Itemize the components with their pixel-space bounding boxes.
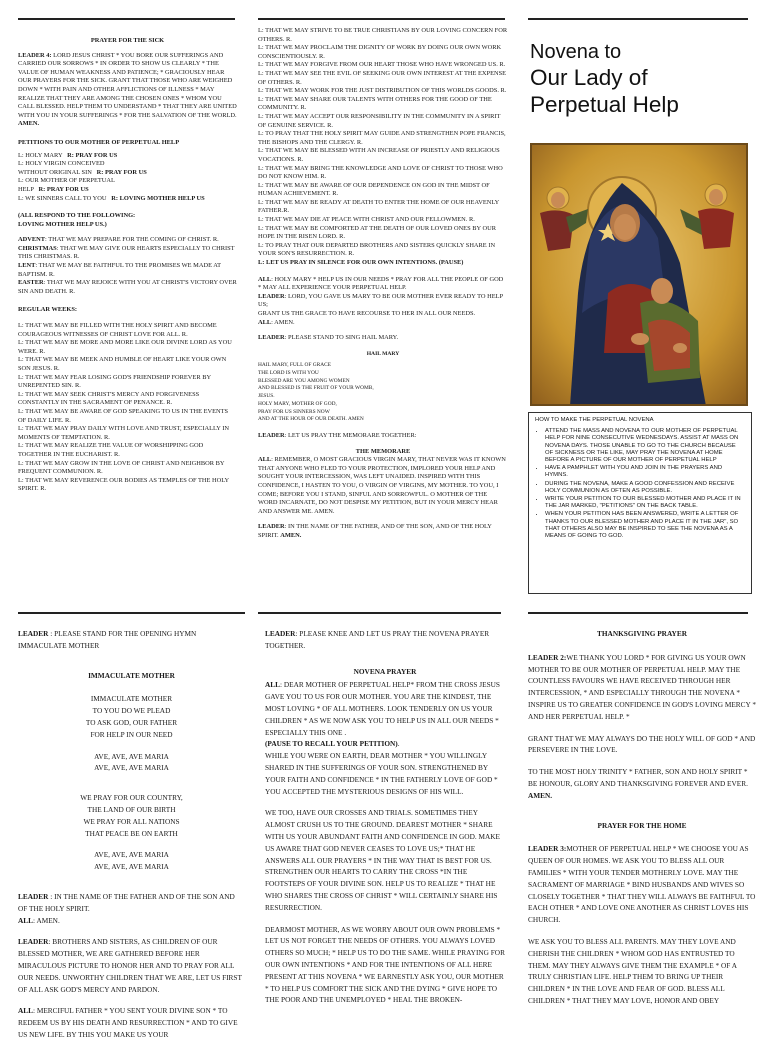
petition-line: L: TO PRAY THAT OUR DEPARTED BROTHERS AND SISTERS QUICKLY SHARE IN YOUR SON'S RESURRECTION. R. [258,241,496,258]
hymn-refrain: AVE, AVE, AVE MARIA AVE, AVE, AVE MARIA [94,850,169,872]
petition-line: L: THAT WE MAY SEE THE EVIL OF SEEKING OUR OWN INTEREST AT THE EXPENSE OF OTHERS. R. [258,69,507,86]
memorare-text: ALL: REMEMBER, O MOST GRACIOUS VIRGIN MARY, THAT NEVER WAS IT KNOWN THAT ANYONE WHO FLED TO YOUR PROTECTION, IMPLORED YOUR HELP AND SOUGHT YOUR INTERCESSION, WAS LEFT UNAIDED. INSPIRED WITH THIS CONFIDENCE, I HASTEN TO YOU, O VIRGIN OF VIRGINS, MY MOTHER. TO YOU, I COME; BEFORE YOU I STAND, SINFUL AND SORROWFUL. O MOTHER OF THE WORD INCARNATE, DO NOT DESPISE MY PETITION, BUT IN YOUR MERCY HEAR AND ANSWER ME. AMEN. [258,456,506,515]
petition-line: L: THAT WE MAY BE COMFORTED AT THE DEATH OF OUR LOVED ONES BY OUR HOPE IN THE RISEN LORD. R. [258,224,496,241]
hymn-refrain: AVE, AVE, AVE MARIA AVE, AVE, AVE MARIA [94,751,169,773]
home-prayer: LEADER 3:MOTHER OF PERPETUAL HELP * WE CHOOSE YOU AS QUEEN OF OUR HOMES. WE ASK YOU TO BLESS ALL OUR FAMILIES * WITH YOUR TENDER MOTHERLY LOVE. MAY THE SACRAMENT OF MARRIAGE * BIND HUSBANDS AND WIVES SO CLOSELY TOGETHER * THAT THEY WILL ALWAYS BE FAITHFUL TO EACH OTHER * AND LOVE ONE ANOTHER AS CHRIST LOVES HIS CHURCH. [528,844,756,925]
how-to-item: • HAVE A PAMPHLET WITH YOU AND JOIN IN THE PRAYERS AND HYMNS. [545,465,745,479]
petition-line: L: THAT WE MAY GROW IN THE LOVE OF CHRIST AND NEIGHBOR BY FREQUENT COMMUNION. R. [18,459,225,476]
petition-line: L: THAT WE MAY BE FILLED WITH THE HOLY SPIRIT AND BECOME COURAGEOUS WITNESSES OF CHRIST LOVE FOR ALL. R. [18,322,217,338]
hymn-verse: WE PRAY FOR OUR COUNTRY, THE LAND OF OUR BIRTH WE PRAY FOR ALL NATIONS THAT PEACE BE ON EARTH [80,793,183,838]
leader-instruction: LEADER : PLEASE STAND FOR THE OPENING HYMN IMMACULATE MOTHER [18,629,197,650]
petition-line: L: THAT WE MAY FORGIVE FROM OUR HEART THOSE WHO HAVE WRONGED US. R. [258,61,506,69]
hymn-verse: IMMACULATE MOTHER TO YOU DO WE PLEAD TO ASK GOD, OUR FATHER FOR HELP IN OUR NEED [85,694,178,739]
column-rule [528,612,748,614]
leader-prayer: LEADER: LORD, YOU GAVE US MARY TO BE OUR MOTHER EVER READY TO HELP US; [258,292,503,309]
leader-instruction: LEADER: LET US PRAY THE MEMORARE TOGETHER: [258,432,417,439]
thanksgiving-prayer: GRANT THAT WE MAY ALWAYS DO THE HOLY WILL OF GOD * AND PERSEVERE IN THE LOVE. [528,733,756,755]
sick-prayer-title: PRAYER FOR THE SICK [90,37,165,44]
regular-petitions [18,322,237,494]
cover-title-line: Novena to [530,41,622,63]
petition-line: L: THAT WE MAY BE READY AT DEATH TO ENTER THE HOME OF OUR HEAVENLY FATHER.R. [258,198,500,215]
petition-line: L: THAT WE MAY BE BLESSED WITH AN INCREASE OF PRIESTLY AND RELIGIOUS VOCATIONS. R. [258,147,500,163]
petition-line: L: THAT WE MAY PRAY DAILY WITH LOVE AND TRUST, ESPECIALLY IN MOMENTS OF TEMPTATION. R. [18,425,230,441]
icon-image [530,143,748,406]
column-rule [528,18,748,20]
home-prayer: WE ASK YOU TO BLESS ALL PARENTS. MAY THEY LOVE AND CHERISH THE CHILDREN * WHOM GOD HAS ENTRUSTED TO THEM. MAY THEY ALWAYS GIVE THEM THE EXAMPLE * OF A TRULY CHRISTIAN LIFE. HELP THEM TO BRING UP THEIR CHILDREN * IN THE LOVE AND FEAR OF GOD. BLESS ALL CHILDREN * THAT THEY MAY LOVE, HONOR AND OBEY [528,936,737,1005]
panel-opening-hymn [18,628,245,1039]
hail-mary-title: HAIL MARY [366,350,400,357]
silence-line: L: LET US PRAY IN SILENCE FOR OUR OWN INTENTIONS. (PAUSE) [258,259,464,267]
panel-novena-prayer [265,628,505,1024]
respond-instruction: (ALL RESPOND TO THE FOLLOWING: LOVING MOTHER HELP US.) [18,212,136,228]
novena-prayer-title: NOVENA PRAYER [353,666,417,676]
leader-instruction: LEADER: PLEASE KNEE AND LET US PRAY THE NOVENA PRAYER TOGETHER. [265,629,490,650]
petition-line: L: THAT WE MAY SHARE OUR TALENTS WITH OTHERS FOR THE GOOD OF THE COMMUNITY. R. [258,95,492,112]
sick-prayer-text: LEADER 4: LORD JESUS CHRIST * YOU BORE OUR SUFFERINGS AND CARRIED OUR SORROWS * IN ORDER TO SHOW US CLEARLY * THE VALUE OF HUMAN WEAKNESS AND PATIENCE; * GRACIOUSLY HEAR OUR PRAYERS FOR THE SICK. GRANT THAT THOSE WHO ARE WEIGHED DOWN * WITH PAIN AND OTHER AFFLICTIONS OF ILLNESS * MAY REALIZE THAT THEY ARE AMONG THE CHOSEN ONES * WHOM YOU CALL BLESSED. HELP THEM TO UNDERSTAND * THAT THEY ARE UNITED WITH YOU IN YOUR SUFFERINGS * FOR THE SALVATION OF THE WORLD. AMEN. [18,51,237,128]
hymn-title: IMMACULATE MOTHER [88,670,175,680]
column-rule [258,612,501,614]
how-to-item: • WRITE YOUR PETITION TO OUR BLESSED MOTHER AND PLACE IT IN THE JAR MARKED, "PETITIONS" ON THE BACK TABLE. [545,496,745,510]
petition-list: L: HOLY MARY R: PRAY FOR US L: HOLY VIRGIN CONCEIVED WITHOUT ORIGINAL SIN R: PRAY FOR US L: OUR MOTHER OF PERPETUAL HELP R: PRAY FOR US L: WE SINNERS CALL TO YOU R: LOVING MOTHER HELP US [18,151,205,202]
thanksgiving-prayer: LEADER 2:WE THANK YOU LORD * FOR GIVING US YOUR OWN MOTHER TO BE OUR MOTHER OF PERPETUAL HELP. MAY THE COUNTLESS FAVOURS WE HAVE RECEIVED THROUGH HER INTERCESSION, * AND ESPECIALLY THROUGH THE NOVENA * INSPIRE US TO GREATER CONFIDENCE IN GOD'S LOVING MERCY * AND HER PERPETUAL HELP. * [528,652,757,721]
petition-line: L: THAT WE MAY REVERENCE OUR BODIES AS TEMPLES OF THE HOLY SPIRIT. R. [18,476,229,493]
column-rule [258,18,505,20]
memorare-title: THE MEMORARE [355,447,411,455]
cover-title-line: Our Lady of [530,65,648,90]
closing-blessing: LEADER: IN THE NAME OF THE FATHER, AND OF THE SON, AND OF THE HOLY SPIRIT. AMEN. [258,523,492,539]
how-to-title: HOW TO MAKE THE PERPETUAL NOVENA [535,417,654,423]
petition-line: L: THAT WE MAY BRING THE KNOWLEDGE AND LOVE OF CHRIST TO THOSE WHO DO NOT KNOW HIM. R. [258,164,503,181]
novena-paragraph: DEARMOST MOTHER, AS WE WORRY ABOUT OUR OWN PROBLEMS * LET US NOT FORGET THE NEEDS OF OTHERS. YOU ALWAYS LOVED OTHERS SO MUCH; * HELP US TO DO THE SAME. WHILE PRAYING FOR OUR OWN INTENTIONS * AND FOR THE INTENTIONS OF ALL HERE PRESENT AT THIS NOVENA * WE EARNESTLY ASK YOU, OUR MOTHER * TO HELP US COMFORT THE SICK AND THE DYING * GIVE HOPE TO THE POOR AND THE UNEMPLOYED * HEAL THE BROKEN- [265,924,505,1005]
doxology: TO THE MOST HOLY TRINITY * FATHER, SON AND HOLY SPIRIT * BE HONOUR, GLORY AND THANKSGIVING FOREVER AND EVER. AMEN. [528,767,748,800]
column-rule [18,18,235,20]
petition-line: L: THAT WE MAY DIE AT PEACE WITH CHRIST AND OUR FELLOWMEN. R. [258,216,475,224]
thanksgiving-title: THANKSGIVING PRAYER [597,629,687,638]
all-prayer: ALL: HOLY MARY * HELP US IN OUR NEEDS * PRAY FOR ALL THE PEOPLE OF GOD * MAY ALL EXPERIENCE YOUR PERPETUAL HELP. [258,275,504,292]
madonna-icon [530,143,748,406]
hail-mary-text: HAIL MARY, FULL OF GRACE THE LORD IS WITH YOU BLESSED ARE YOU AMONG WOMEN AND BLESSED IS THE FRUIT OF YOUR WOMB, JESUS. HOLY MARY, MOTHER OF GOD, PRAY FOR US SINNERS NOW AND AT THE HOUR OF OUR DEATH. AMEN [258,362,374,423]
novena-paragraph: WE TOO, HAVE OUR CROSSES AND TRIALS. SOMETIMES THEY ALMOST CRUSH US TO THE GROUND. DEAREST MOTHER * SHARE WITH US YOUR ABUNDANT FAITH AND CONFIDENCE IN GOD. MAKE US AWARE THAT GOD NEVER CEASES TO LOVE US;* THAT HE ANSWERS ALL OUR PRAYERS * IN THE WAY THAT IS BEST FOR US. STRENGTHEN OUR HEARTS TO CARRY THE CROSS *IN THE FOOTSTEPS OF YOUR DIVINE SON. HELP US TO REALIZE * THAT HE WHO SHARES THE CROSS OF CHRIST * WILL CERTAINLY SHARE HIS RESURRECTION. [265,808,500,912]
panel-thanksgiving [528,628,756,1024]
leader-instruction: LEADER: PLEASE STAND TO SING HAIL MARY. [258,334,399,342]
petition-line: L: THAT WE MAY BE AWARE OF GOD SPEAKING TO US IN THE EVENTS OF DAILY LIFE. R. [18,407,229,424]
petition-line: L: THAT WE MAY PROCLAIM THE DIGNITY OF WORK BY DOING OUR OWN WORK CONSCIENTIOUSLY. R. [258,44,502,60]
cover-title-line: Perpetual Help [530,92,679,117]
petition-line: L: THAT WE MAY BE MEEK AND HUMBLE OF HEART LIKE YOUR OWN SON JESUS. R. [18,356,227,372]
how-to-item: • DURING THE NOVENA, MAKE A GOOD CONFESSION AND RECEIVE HOLY COMMUNION AS OFTEN AS POSSIBLE. [545,481,745,495]
petition-line: L: THAT WE MAY BE AWARE OF OUR DEPENDENCE ON GOD IN THE MIDST OF HUMAN ACHIEVEMENT. R. [258,181,490,198]
novena-prayer-intro: ALL: DEAR MOTHER OF PERPETUAL HELP* FROM THE CROSS JESUS GAVE YOU TO US FOR OUR MOTHER. YOU ARE THE KINDEST, THE MOST LOVING * OF ALL MOTHERS. LOOK TENDERLY ON US YOUR CHILDREN * AS WE NOW ASK YOU TO HELP US IN ALL OUR NEEDS * ESPECIALLY THIS ONE . [265,680,500,737]
how-to-box [528,412,752,594]
seasonal-petition: EASTER: THAT WE MAY REJOICE WITH YOU AT CHRIST'S VICTORY OVER SIN AND DEATH. R. [18,279,237,295]
seasonal-petition: LENT: THAT WE MAY BE FAITHFUL TO THE PROMISES WE MADE AT BAPTISM. R. [18,262,221,278]
petition-line: L: THAT WE MAY ACCEPT OUR RESPONSIBILITY IN THE COMMUNITY IN A SPIRIT OF GENUINE SERVICE. R. [258,112,501,129]
how-to-item: • ATTEND THE MASS AND NOVENA TO OUR MOTHER OF PERPETUAL HELP FOR NINE CONSECUTIVE WEDNESDAYS. ASSIST AT MASS ON NOVENA DAYS. THOSE UNABLE TO GO TO THE CHURCH BECAUSE OF SICKNESS OR THE LIKE, MAY PRAY THE NOVENA AT HOME BEFORE A PICTURE OF OUR MOTHER OF PERPETUAL HELP [545,428,745,464]
all-amen: ALL: AMEN. [258,318,295,326]
petition-line: L: THAT WE MAY SEEK CHRIST'S MERCY AND FORGIVENESS CONSTANTLY IN THE SACRAMENT OF PENANCE. R. [18,390,200,407]
petitions-title: PETITIONS TO OUR MOTHER OF PERPETUAL HELP [18,138,180,146]
cover-title-block [530,40,755,140]
pause-instruction: (PAUSE TO RECALL YOUR PETITION). [265,739,400,749]
panel-prayer-for-sick [18,37,237,582]
leader-intro: LEADER: BROTHERS AND SISTERS, AS CHILDREN OF OUR BLESSED MOTHER, WE ARE GATHERED BEFORE HER MIRACULOUS PICTURE TO HONOR HER AND TO PRAY FOR ALL OUR NEEDS. UNWORTHY CHILDREN THAT WE ARE, LET US FIRST OF ALL ASK GOD'S MERCY AND PARDON. [18,937,242,994]
regular-weeks-title: REGULAR WEEKS: [18,306,78,314]
petition-lines [258,27,508,268]
how-to-item: • WHEN YOUR PETITION HAS BEEN ANSWERED, WRITE A LETTER OF THANKS TO OUR BLESSED MOTHER AND PLACE IT IN THE JAR", SO THAT OTHERS ALSO MAY BE INSPIRED TO SEE THE NOVENA AS A MEANS OF GOING TO GOD. [545,511,745,540]
petition-line: L: TO PRAY THAT THE HOLY SPIRIT MAY GUIDE AND STRENGTHEN POPE FRANCIS, THE BISHOPS AND THE CLERGY. R. [258,130,506,146]
petition-line: L: THAT WE MAY FEAR LOSING GOD'S FRIENDSHIP FOREVER BY UNREPENTED SIN. R. [18,373,211,390]
novena-paragraph: WHILE YOU WERE ON EARTH, DEAR MOTHER * YOU WILLINGLY SHARED IN THE SUFFERINGS OF YOUR SON. STRENGTHENED BY YOUR FAITH AND CONFIDENCE * IN THE FATHERLY LOVE OF GOD * YOU ACCEPTED THE MYSTERIOUS DESIGNS OF HIS WILL. [265,751,498,796]
panel-petitions-continued [258,27,508,587]
leader-prayer-line: GRANT US THE GRACE TO HAVE RECOURSE TO HER IN ALL OUR NEEDS. [258,310,476,317]
petition-line: L: THAT WE MAY STRIVE TO BE TRUE CHRISTIANS BY OUR LOVING CONCERN FOR OTHERS. R. [258,27,508,43]
petition-line: L: THAT WE MAY WORK FOR THE JUST DISTRIBUTION OF THIS WORLDS GOODS. R. [258,87,507,95]
petition-line: L: THAT WE MAY REALIZE THE VALUE OF WORSHIPPING GOD TOGETHER IN THE EUCHARIST. R. [18,442,204,458]
seasonal-petition: CHRISTMAS: THAT WE MAY GIVE OUR HEARTS ESPECIALLY TO CHRIST THIS CHRISTMAS. R. [18,244,235,261]
column-rule [18,612,245,614]
home-prayer-title: PRAYER FOR THE HOME [597,820,687,830]
all-merciful-father: ALL: MERCIFUL FATHER * YOU SENT YOUR DIVINE SON * TO REDEEM US BY HIS DEATH AND RESURRECTION * AND TO GIVE US NEW LIFE. BY THIS YOU MAKE US YOUR [18,1006,238,1039]
sign-of-cross: LEADER : IN THE NAME OF THE FATHER AND OF THE SON AND OF THE HOLY SPIRIT. [18,891,235,913]
how-to-list [535,428,745,540]
all-amen: ALL: AMEN. [18,915,60,925]
petition-line: L: THAT WE MAY BE MORE AND MORE LIKE OUR DIVINE LORD AS YOU WERE. R. [18,339,232,355]
seasonal-petition: ADVENT: THAT WE MAY PREPARE FOR THE COMING OF CHRIST. R. [18,236,219,244]
